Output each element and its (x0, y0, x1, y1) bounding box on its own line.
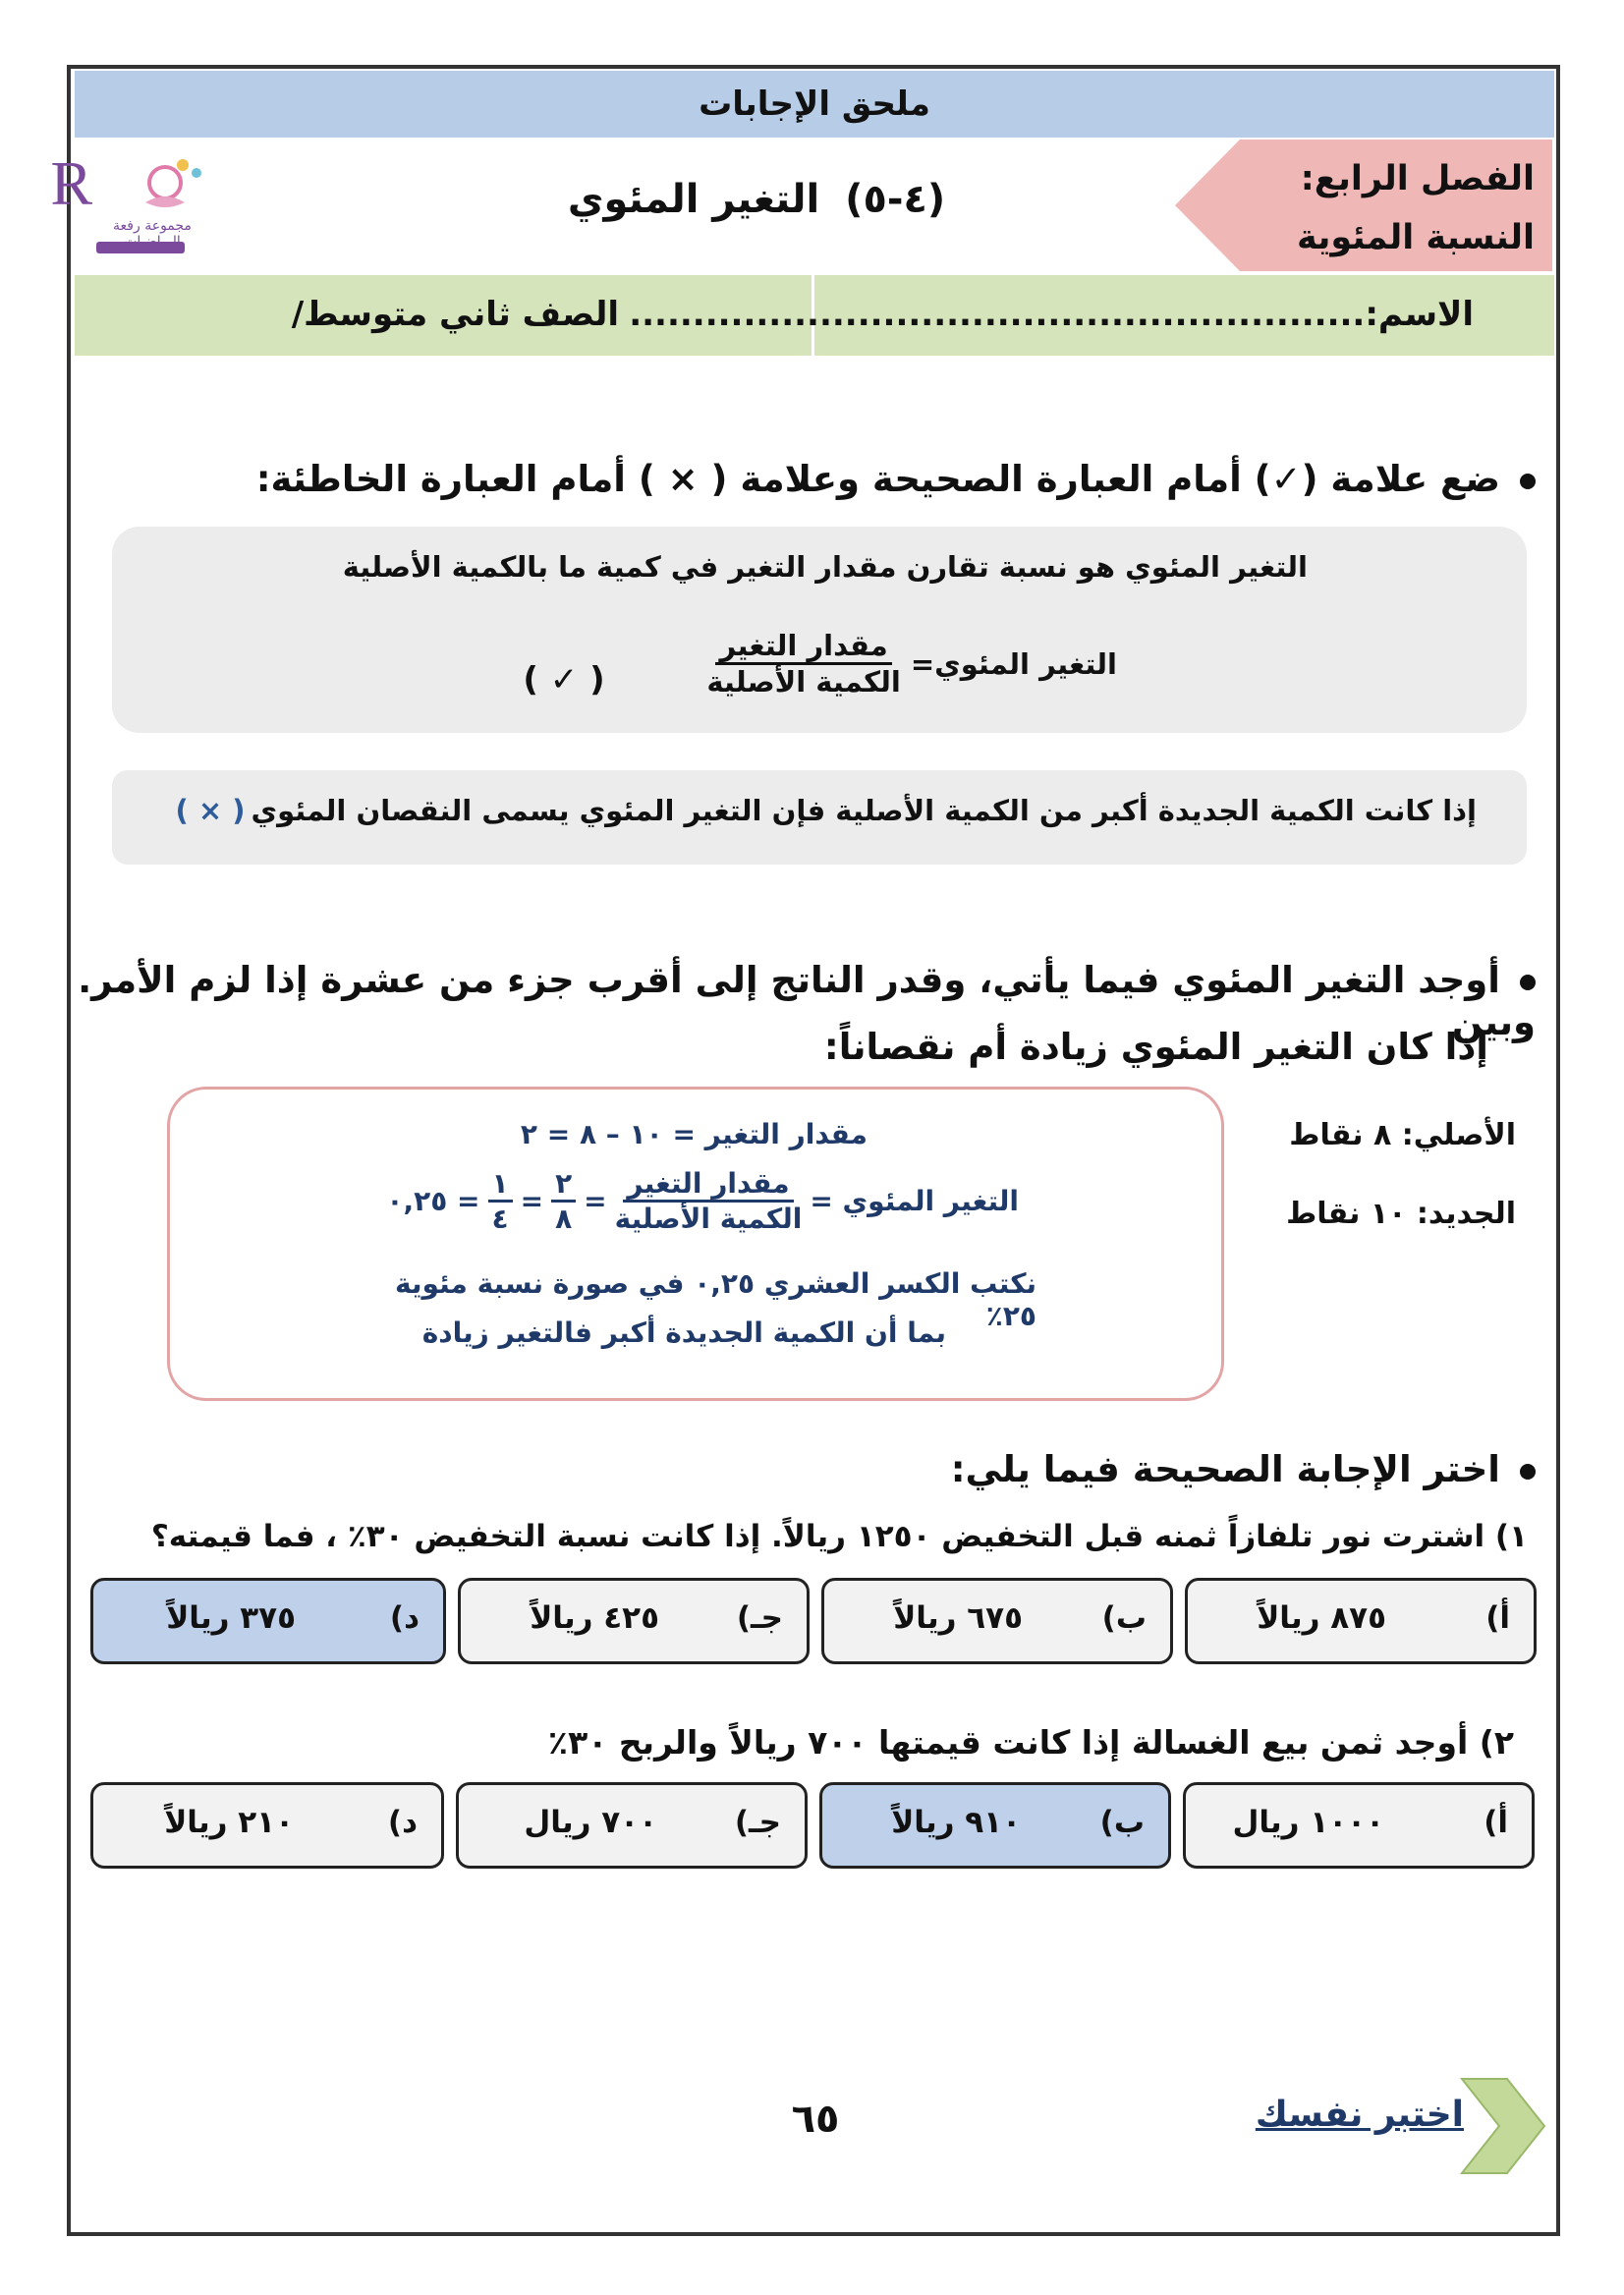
solution-eq2: = (520, 1185, 544, 1217)
q1-option-d[interactable] (90, 1578, 446, 1664)
bullet-dot (1520, 474, 1536, 489)
chapter-line1: الفصل الرابع: (1300, 159, 1535, 198)
bullet-dot (1520, 1464, 1536, 1480)
q2-option-a-letter: أ) (1484, 1805, 1508, 1840)
percent-change-formula (331, 629, 1117, 699)
q2-option-c[interactable] (456, 1782, 808, 1869)
solution-line1: مقدار التغير = ١٠ – ٨ = ٢ (520, 1118, 868, 1150)
chapter-label (1240, 149, 1535, 267)
q2-option-b-value: ٩١٠ ريالاً (891, 1805, 1021, 1840)
fraction1-numerator: ٢ (551, 1167, 576, 1203)
question2: ٢) أوجد ثمن بيع الغسالة إذا كانت قيمتها ٧٠٠ ريالاً والربح ٣٠٪ (547, 1723, 1514, 1762)
fraction1-denominator: ٨ (555, 1203, 573, 1235)
q1-option-a[interactable] (1185, 1578, 1537, 1664)
q1-option-d-letter: د) (389, 1600, 420, 1636)
statement2-text: إذا كانت الكمية الجديدة أكبر من الكمية الأصلية فإن التغير المئوي يسمى النقصان المئوي (251, 794, 1477, 827)
solution-line4: بما أن الكمية الجديدة أكبر فالتغير زيادة (421, 1316, 946, 1349)
formula-numerator: مقدار التغير (715, 629, 891, 665)
statement1-answer-text: ( ✓ ) (523, 660, 605, 700)
section2-instruction-line2: إذا كان التغير المئوي زيادة أم نقصاناً: (823, 1026, 1488, 1068)
formula-fraction (706, 629, 900, 699)
bullet-dot (1520, 975, 1536, 990)
solution-result: = ٠,٢٥ (386, 1185, 480, 1217)
q1-option-d-value: ٣٧٥ ريالاً (166, 1600, 296, 1636)
q2-option-d[interactable] (90, 1782, 444, 1869)
formula-denominator: الكمية الأصلية (706, 665, 901, 699)
section3-instruction-text: اختر الإجابة الصحيحة فيما يلي: (950, 1448, 1500, 1490)
solution-numerator: مقدار التغير (623, 1167, 793, 1203)
question1: ١) اشترت نور تلفازاً ثمنه قبل التخفيض ١٢٥٠ ريالاً. إذا كانت نسبة التخفيض ٣٠٪ ، فما قيمته؟ (150, 1519, 1528, 1554)
grade-label: الصف ثاني متوسط/ (291, 295, 619, 334)
student-name-field[interactable]: الاسم:.......................................................... (629, 295, 1474, 334)
q2-option-b[interactable] (819, 1782, 1171, 1869)
q1-option-b-value: ٦٧٥ ريالاً (893, 1600, 1023, 1636)
q2-option-d-letter: د) (387, 1805, 418, 1840)
solution-line3: نكتب الكسر العشري ٠,٢٥ في صورة نسبة مئوية ٢٥٪ (395, 1267, 1036, 1332)
q1-option-c-value: ٤٢٥ ريالاً (530, 1600, 659, 1636)
q1-option-c-letter: جـ) (736, 1600, 783, 1636)
statement1-text: التغير المئوي هو نسبة تقارن مقدار التغير في كمية ما بالكمية الأصلية (342, 550, 1308, 584)
original-value: الأصلي: ٨ نقاط (1289, 1118, 1516, 1152)
banner-title: ملحق الإجابات (699, 84, 930, 124)
section3-instruction (553, 1448, 1536, 1490)
new-value: الجديد: ١٠ نقاط (1286, 1197, 1516, 1231)
chapter-arrow-shape (1175, 140, 1240, 271)
formula-lhs: التغير المئوي= (910, 646, 1117, 681)
statement2 (101, 794, 1477, 827)
q1-option-a-value: ٨٧٥ ريالاً (1257, 1600, 1386, 1636)
answers-banner (75, 71, 1554, 138)
section2-instruction-line1: أوجد التغير المئوي فيما يأتي، وقدر الناتج إلى أقرب جزء من عشرة إذا لزم الأمر. وبين (78, 959, 1536, 1043)
solution-fraction-1-4 (488, 1167, 513, 1235)
solution-lhs: التغير المئوي = (810, 1185, 1019, 1217)
statement2-answer: ( × ) (175, 794, 246, 827)
q1-option-b[interactable] (821, 1578, 1173, 1664)
lesson-name: التغير المئوي (567, 177, 820, 222)
svg-text:R: R (50, 148, 92, 218)
solution-fraction-2-8 (551, 1167, 576, 1235)
q2-option-d-value: ٢١٠ ريالاً (164, 1805, 294, 1840)
page-number: ٦٥ (791, 2097, 840, 2142)
section1-instruction-text: ضع علامة (✓) أمام العبارة الصحيحة وعلامة ( × ) أمام العبارة الخاطئة: (255, 458, 1500, 500)
solution-eq1: = (584, 1185, 607, 1217)
q1-option-b-letter: ب) (1101, 1600, 1147, 1636)
solution-line2 (311, 1167, 1019, 1235)
statement1-answer (515, 660, 613, 700)
q2-option-a[interactable] (1183, 1782, 1535, 1869)
q2-option-b-letter: ب) (1099, 1805, 1145, 1840)
q1-option-a-letter: أ) (1485, 1600, 1510, 1636)
q2-option-c-letter: جـ) (734, 1805, 781, 1840)
lesson-title (511, 177, 1002, 222)
fraction2-denominator: ٤ (491, 1203, 509, 1235)
q2-option-c-value: ٧٠٠ ريال (524, 1805, 657, 1840)
q1-option-c[interactable] (458, 1578, 810, 1664)
lesson-number: (٤-٥) (845, 177, 946, 222)
chapter-line2: النسبة المئوية (1297, 218, 1535, 257)
chevron-right-icon[interactable] (1458, 2075, 1548, 2177)
fraction2-numerator: ١ (488, 1167, 513, 1203)
test-yourself-link[interactable]: اختبر نفسك (1255, 2095, 1464, 2135)
solution-fraction-main (615, 1167, 803, 1235)
logo (50, 143, 224, 259)
q2-option-a-value: ١٠٠٠ ريال (1232, 1805, 1384, 1840)
logo-caption: مجموعة رفعة الرياضيات (113, 218, 192, 250)
section1-instruction (62, 458, 1536, 500)
solution-denominator: الكمية الأصلية (614, 1203, 803, 1235)
